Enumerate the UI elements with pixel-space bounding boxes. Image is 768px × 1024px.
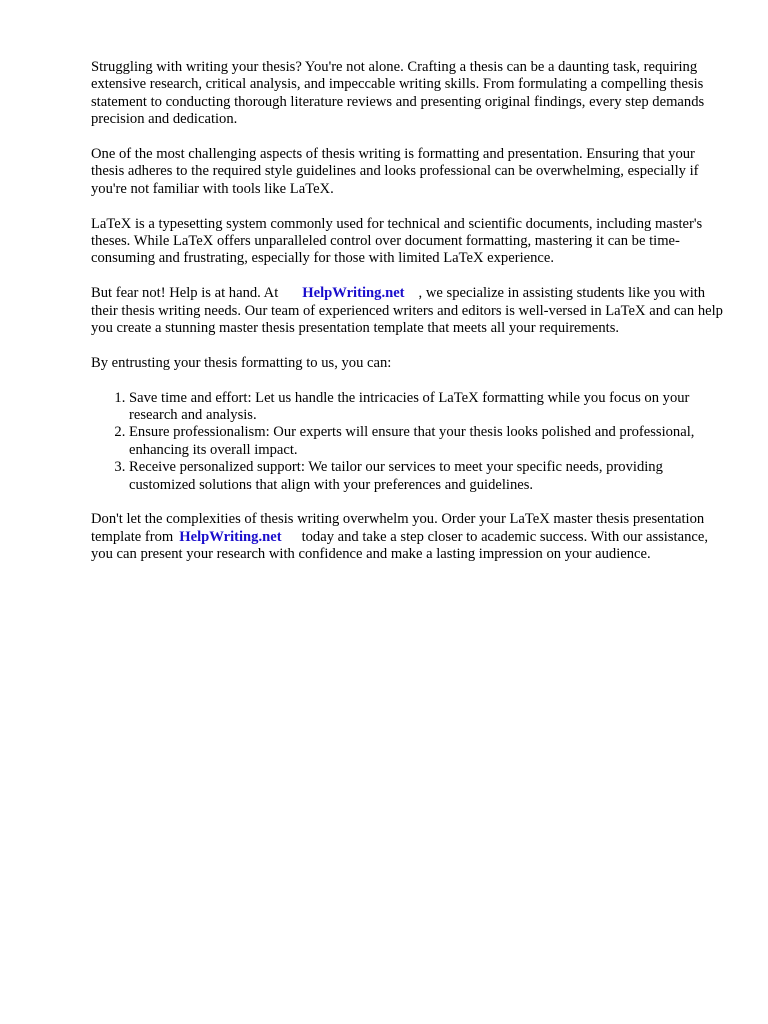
closing-text-before: Don't let the complexities of thesis writing overwhelm you. Order your LaTeX master thesis presentation template from (91, 511, 705, 545)
list-item: 1. Save time and effort: Let us handle the intricacies of LaTeX formatting while you focus on your research and analysis. (129, 390, 731, 425)
closing-paragraph (91, 511, 731, 563)
help-offer-text-before: But fear not! Help is at hand. At (91, 285, 279, 302)
list-item: 3. Receive personalized support: We tailor our services to meet your specific needs, providing customized solutions that align with your preferences and guidelines. (129, 459, 731, 494)
helpwriting-link[interactable]: HelpWriting.net (302, 285, 405, 302)
latex-description-paragraph: LaTeX is a typesetting system commonly used for technical and scientific documents, including master's theses. While LaTeX offers unparalleled control over document formatting, mastering it can be time-consuming and frustrating, especially for those with limited LaTeX experience. (91, 215, 703, 267)
closing-text-after: today and take a step closer to academic success. With our assistance, you can present your research with confidence and make a lasting impression on your audience. (91, 528, 708, 563)
benefits-intro-paragraph: By entrusting your thesis formatting to us, you can: (91, 354, 392, 371)
helpwriting-link-closing[interactable]: HelpWriting.net (179, 528, 282, 545)
intro-paragraph: Struggling with writing your thesis? You're not alone. Crafting a thesis can be a daunting task, requiring extensive research, critical analysis, and impeccable writing skills. From formulating a compelling thesis statement to conducting thorough literature reviews and presenting original findings, every step demands precision and dedication. (91, 59, 705, 128)
formatting-challenge-paragraph: One of the most challenging aspects of thesis writing is formatting and presentation. Ensuring that your thesis adheres to the required style guidelines and looks professional can be overwhelming, especially if you're not familiar with tools like LaTeX. (91, 146, 699, 197)
list-item: 2. Ensure professionalism: Our experts will ensure that your thesis looks polished and professional, enhancing its overall impact. (129, 424, 731, 459)
document-page (91, 59, 731, 581)
benefits-list (91, 390, 731, 494)
help-offer-paragraph (91, 285, 731, 337)
help-offer-text-after: , we specialize in assisting students like you with their thesis writing needs. Our team of experienced writers and editors is well-versed in LaTeX and can help you create a stunning master thesis presentation template that meets all your requirements. (91, 285, 723, 337)
